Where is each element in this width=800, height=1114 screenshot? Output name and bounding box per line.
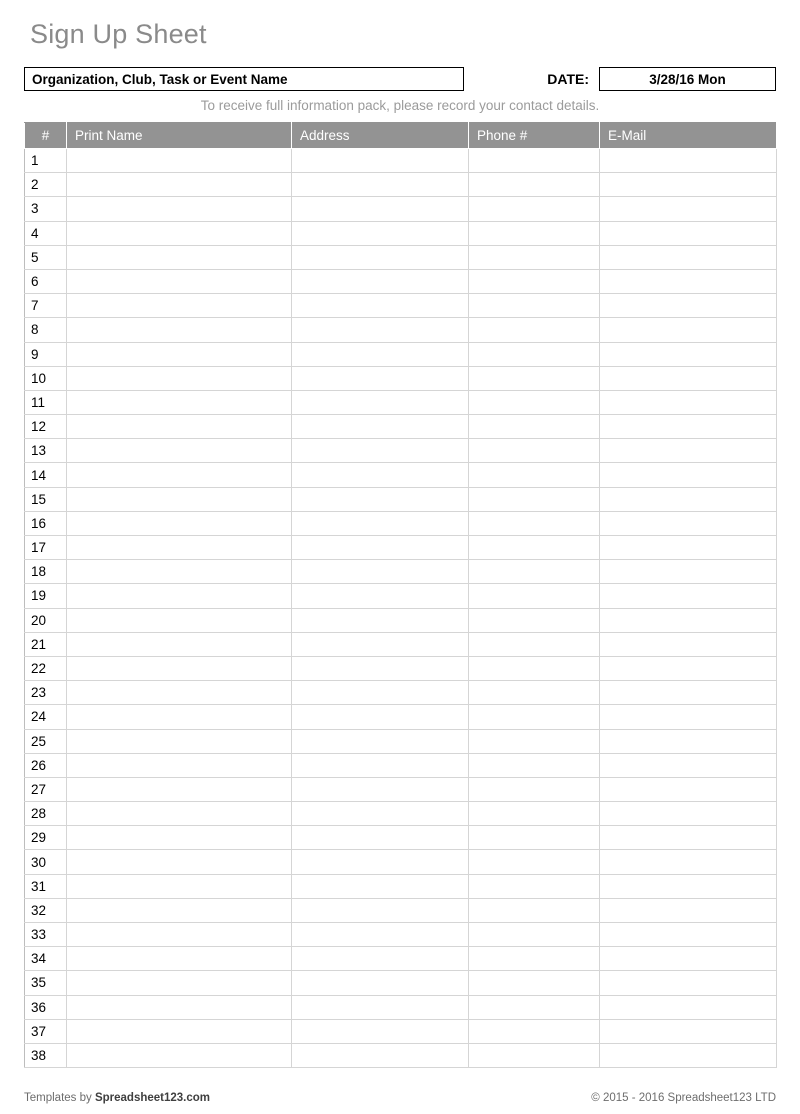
- cell-email[interactable]: [600, 850, 777, 874]
- cell-print-name[interactable]: [67, 221, 292, 245]
- cell-print-name[interactable]: [67, 681, 292, 705]
- table-header: [25, 123, 777, 149]
- cell-email[interactable]: [600, 511, 777, 535]
- cell-print-name[interactable]: [67, 439, 292, 463]
- cell-address[interactable]: [292, 995, 469, 1019]
- table-row: [25, 947, 777, 971]
- row-number: 1: [25, 149, 67, 173]
- cell-email[interactable]: [600, 366, 777, 390]
- cell-print-name[interactable]: [67, 898, 292, 922]
- cell-phone[interactable]: [469, 221, 600, 245]
- row-number: 7: [25, 294, 67, 318]
- row-number: 18: [25, 560, 67, 584]
- cell-address[interactable]: [292, 560, 469, 584]
- row-number: 26: [25, 753, 67, 777]
- row-number: 3: [25, 197, 67, 221]
- cell-print-name[interactable]: [67, 511, 292, 535]
- cell-email[interactable]: [600, 221, 777, 245]
- cell-email[interactable]: [600, 874, 777, 898]
- cell-email[interactable]: [600, 294, 777, 318]
- table-row: [25, 221, 777, 245]
- header-info-row: [24, 66, 776, 92]
- table-row: [25, 487, 777, 511]
- cell-print-name[interactable]: [67, 269, 292, 293]
- cell-phone[interactable]: [469, 415, 600, 439]
- cell-address[interactable]: [292, 294, 469, 318]
- organization-name-value: Organization, Club, Task or Event Name: [32, 71, 288, 87]
- cell-address[interactable]: [292, 681, 469, 705]
- cell-email[interactable]: [600, 560, 777, 584]
- cell-email[interactable]: [600, 729, 777, 753]
- table-row: [25, 705, 777, 729]
- cell-address[interactable]: [292, 656, 469, 680]
- footer-credit-prefix: Templates by: [24, 1092, 95, 1104]
- cell-email[interactable]: [600, 149, 777, 173]
- instruction-subtitle: To receive full information pack, please record your contact details.: [200, 98, 600, 113]
- cell-address[interactable]: [292, 971, 469, 995]
- cell-email[interactable]: [600, 487, 777, 511]
- row-number: 34: [25, 947, 67, 971]
- cell-phone[interactable]: [469, 366, 600, 390]
- row-number: 9: [25, 342, 67, 366]
- cell-email[interactable]: [600, 608, 777, 632]
- cell-email[interactable]: [600, 1043, 777, 1067]
- cell-address[interactable]: [292, 366, 469, 390]
- row-number: 35: [25, 971, 67, 995]
- table-row: [25, 415, 777, 439]
- cell-print-name[interactable]: [67, 318, 292, 342]
- cell-phone[interactable]: [469, 729, 600, 753]
- table-row: [25, 656, 777, 680]
- table-row: [25, 245, 777, 269]
- cell-print-name[interactable]: [67, 390, 292, 414]
- cell-email[interactable]: [600, 584, 777, 608]
- cell-email[interactable]: [600, 197, 777, 221]
- cell-address[interactable]: [292, 802, 469, 826]
- cell-email[interactable]: [600, 753, 777, 777]
- cell-print-name[interactable]: [67, 197, 292, 221]
- cell-email[interactable]: [600, 173, 777, 197]
- cell-print-name[interactable]: [67, 729, 292, 753]
- row-number: 15: [25, 487, 67, 511]
- cell-phone[interactable]: [469, 463, 600, 487]
- row-number: 17: [25, 536, 67, 560]
- cell-address[interactable]: [292, 342, 469, 366]
- cell-print-name[interactable]: [67, 584, 292, 608]
- cell-phone[interactable]: [469, 777, 600, 801]
- cell-print-name[interactable]: [67, 705, 292, 729]
- cell-print-name[interactable]: [67, 874, 292, 898]
- cell-address[interactable]: [292, 511, 469, 535]
- cell-address[interactable]: [292, 632, 469, 656]
- cell-print-name[interactable]: [67, 487, 292, 511]
- row-number: 13: [25, 439, 67, 463]
- cell-address[interactable]: [292, 463, 469, 487]
- cell-email[interactable]: [600, 1019, 777, 1043]
- cell-print-name[interactable]: [67, 947, 292, 971]
- cell-address[interactable]: [292, 487, 469, 511]
- cell-email[interactable]: [600, 656, 777, 680]
- cell-phone[interactable]: [469, 1043, 600, 1067]
- cell-email[interactable]: [600, 947, 777, 971]
- cell-print-name[interactable]: [67, 1019, 292, 1043]
- cell-print-name[interactable]: [67, 802, 292, 826]
- row-number: 25: [25, 729, 67, 753]
- cell-email[interactable]: [600, 995, 777, 1019]
- cell-address[interactable]: [292, 608, 469, 632]
- cell-email[interactable]: [600, 705, 777, 729]
- cell-address[interactable]: [292, 390, 469, 414]
- footer-copyright: © 2015 - 2016 Spreadsheet123 LTD: [591, 1092, 776, 1104]
- cell-email[interactable]: [600, 390, 777, 414]
- cell-phone[interactable]: [469, 947, 600, 971]
- cell-email[interactable]: [600, 971, 777, 995]
- row-number: 6: [25, 269, 67, 293]
- cell-address[interactable]: [292, 947, 469, 971]
- cell-address[interactable]: [292, 245, 469, 269]
- row-number: 8: [25, 318, 67, 342]
- cell-print-name[interactable]: [67, 149, 292, 173]
- row-number: 10: [25, 366, 67, 390]
- cell-email[interactable]: [600, 342, 777, 366]
- cell-print-name[interactable]: [67, 753, 292, 777]
- cell-address[interactable]: [292, 149, 469, 173]
- table-row: [25, 995, 777, 1019]
- table-row: [25, 342, 777, 366]
- cell-print-name[interactable]: [67, 777, 292, 801]
- cell-phone[interactable]: [469, 536, 600, 560]
- cell-phone[interactable]: [469, 826, 600, 850]
- cell-address[interactable]: [292, 269, 469, 293]
- cell-phone[interactable]: [469, 898, 600, 922]
- column-header-print-name: Print Name: [67, 123, 292, 149]
- cell-phone[interactable]: [469, 173, 600, 197]
- table-row: [25, 802, 777, 826]
- cell-phone[interactable]: [469, 995, 600, 1019]
- table-row: [25, 971, 777, 995]
- footer: [24, 1092, 776, 1104]
- cell-print-name[interactable]: [67, 826, 292, 850]
- cell-phone[interactable]: [469, 560, 600, 584]
- cell-address[interactable]: [292, 923, 469, 947]
- cell-address[interactable]: [292, 826, 469, 850]
- row-number: 4: [25, 221, 67, 245]
- row-number: 20: [25, 608, 67, 632]
- table-row: [25, 1019, 777, 1043]
- row-number: 12: [25, 415, 67, 439]
- footer-credit-brand[interactable]: Spreadsheet123.com: [94, 1092, 211, 1104]
- row-number: 32: [25, 898, 67, 922]
- row-number: 22: [25, 656, 67, 680]
- table-row: [25, 439, 777, 463]
- cell-print-name[interactable]: [67, 294, 292, 318]
- cell-print-name[interactable]: [67, 366, 292, 390]
- cell-address[interactable]: [292, 318, 469, 342]
- table-row: [25, 173, 777, 197]
- row-number: 5: [25, 245, 67, 269]
- table-row: [25, 294, 777, 318]
- cell-address[interactable]: [292, 221, 469, 245]
- row-number: 28: [25, 802, 67, 826]
- table-row: [25, 511, 777, 535]
- cell-address[interactable]: [292, 850, 469, 874]
- cell-address[interactable]: [292, 415, 469, 439]
- cell-address[interactable]: [292, 197, 469, 221]
- cell-email[interactable]: [600, 632, 777, 656]
- row-number: 38: [25, 1043, 67, 1067]
- cell-phone[interactable]: [469, 923, 600, 947]
- row-number: 14: [25, 463, 67, 487]
- table-row: [25, 777, 777, 801]
- cell-email[interactable]: [600, 802, 777, 826]
- table-row: [25, 850, 777, 874]
- row-number: 19: [25, 584, 67, 608]
- table-row: [25, 632, 777, 656]
- row-number: 31: [25, 874, 67, 898]
- cell-phone[interactable]: [469, 318, 600, 342]
- cell-phone[interactable]: [469, 1019, 600, 1043]
- cell-print-name[interactable]: [67, 415, 292, 439]
- cell-address[interactable]: [292, 439, 469, 463]
- row-number: 37: [25, 1019, 67, 1043]
- cell-phone[interactable]: [469, 294, 600, 318]
- cell-email[interactable]: [600, 463, 777, 487]
- cell-address[interactable]: [292, 1019, 469, 1043]
- column-header-email: E-Mail: [600, 123, 777, 149]
- cell-address[interactable]: [292, 1043, 469, 1067]
- cell-email[interactable]: [600, 536, 777, 560]
- cell-print-name[interactable]: [67, 923, 292, 947]
- row-number: 27: [25, 777, 67, 801]
- sign-up-table: [24, 122, 777, 1068]
- cell-phone[interactable]: [469, 705, 600, 729]
- row-number: 30: [25, 850, 67, 874]
- cell-phone[interactable]: [469, 511, 600, 535]
- cell-email[interactable]: [600, 415, 777, 439]
- date-value: 3/28/16 Mon: [649, 71, 726, 87]
- cell-print-name[interactable]: [67, 656, 292, 680]
- date-label: DATE:: [547, 71, 589, 87]
- cell-phone[interactable]: [469, 681, 600, 705]
- cell-phone[interactable]: [469, 245, 600, 269]
- date-field[interactable]: [599, 67, 776, 91]
- cell-email[interactable]: [600, 898, 777, 922]
- cell-print-name[interactable]: [67, 608, 292, 632]
- cell-phone[interactable]: [469, 850, 600, 874]
- table-row: [25, 390, 777, 414]
- cell-phone[interactable]: [469, 197, 600, 221]
- cell-address[interactable]: [292, 536, 469, 560]
- table-row: [25, 536, 777, 560]
- cell-address[interactable]: [292, 898, 469, 922]
- row-number: 29: [25, 826, 67, 850]
- row-number: 11: [25, 390, 67, 414]
- table-row: [25, 366, 777, 390]
- table-row: [25, 197, 777, 221]
- cell-email[interactable]: [600, 318, 777, 342]
- cell-address[interactable]: [292, 584, 469, 608]
- table-row: [25, 269, 777, 293]
- cell-print-name[interactable]: [67, 971, 292, 995]
- table-row: [25, 729, 777, 753]
- cell-email[interactable]: [600, 269, 777, 293]
- cell-email[interactable]: [600, 777, 777, 801]
- cell-phone[interactable]: [469, 656, 600, 680]
- cell-print-name[interactable]: [67, 995, 292, 1019]
- organization-name-field[interactable]: [24, 67, 464, 91]
- table-row: [25, 318, 777, 342]
- table-row: [25, 149, 777, 173]
- cell-print-name[interactable]: [67, 560, 292, 584]
- cell-print-name[interactable]: [67, 342, 292, 366]
- table-row: [25, 826, 777, 850]
- table-row: [25, 753, 777, 777]
- column-header-number: #: [25, 123, 67, 149]
- row-number: 36: [25, 995, 67, 1019]
- cell-phone[interactable]: [469, 269, 600, 293]
- row-number: 21: [25, 632, 67, 656]
- cell-phone[interactable]: [469, 753, 600, 777]
- cell-phone[interactable]: [469, 802, 600, 826]
- cell-phone[interactable]: [469, 487, 600, 511]
- cell-phone[interactable]: [469, 874, 600, 898]
- footer-credit: [24, 1092, 210, 1104]
- cell-email[interactable]: [600, 439, 777, 463]
- cell-print-name[interactable]: [67, 536, 292, 560]
- cell-address[interactable]: [292, 705, 469, 729]
- row-number: 33: [25, 923, 67, 947]
- cell-email[interactable]: [600, 681, 777, 705]
- cell-phone[interactable]: [469, 390, 600, 414]
- cell-address[interactable]: [292, 173, 469, 197]
- cell-email[interactable]: [600, 245, 777, 269]
- table-row: [25, 1043, 777, 1067]
- column-header-phone: Phone #: [469, 123, 600, 149]
- page-title: Sign Up Sheet: [30, 19, 207, 49]
- table-row: [25, 898, 777, 922]
- cell-email[interactable]: [600, 826, 777, 850]
- table-row: [25, 584, 777, 608]
- cell-address[interactable]: [292, 874, 469, 898]
- table-row: [25, 463, 777, 487]
- cell-print-name[interactable]: [67, 632, 292, 656]
- cell-phone[interactable]: [469, 632, 600, 656]
- cell-phone[interactable]: [469, 342, 600, 366]
- table-header-row: [25, 123, 777, 149]
- cell-print-name[interactable]: [67, 173, 292, 197]
- cell-phone[interactable]: [469, 608, 600, 632]
- row-number: 2: [25, 173, 67, 197]
- table-row: [25, 923, 777, 947]
- column-header-address: Address: [292, 123, 469, 149]
- cell-address[interactable]: [292, 777, 469, 801]
- cell-address[interactable]: [292, 729, 469, 753]
- cell-print-name[interactable]: [67, 1043, 292, 1067]
- cell-email[interactable]: [600, 923, 777, 947]
- table-row: [25, 874, 777, 898]
- cell-address[interactable]: [292, 753, 469, 777]
- cell-phone[interactable]: [469, 584, 600, 608]
- row-number: 16: [25, 511, 67, 535]
- cell-phone[interactable]: [469, 149, 600, 173]
- table-row: [25, 608, 777, 632]
- table-row: [25, 681, 777, 705]
- table-body: [25, 149, 777, 1068]
- table-row: [25, 560, 777, 584]
- row-number: 24: [25, 705, 67, 729]
- cell-phone[interactable]: [469, 439, 600, 463]
- row-number: 23: [25, 681, 67, 705]
- cell-print-name[interactable]: [67, 463, 292, 487]
- cell-print-name[interactable]: [67, 850, 292, 874]
- cell-phone[interactable]: [469, 971, 600, 995]
- cell-print-name[interactable]: [67, 245, 292, 269]
